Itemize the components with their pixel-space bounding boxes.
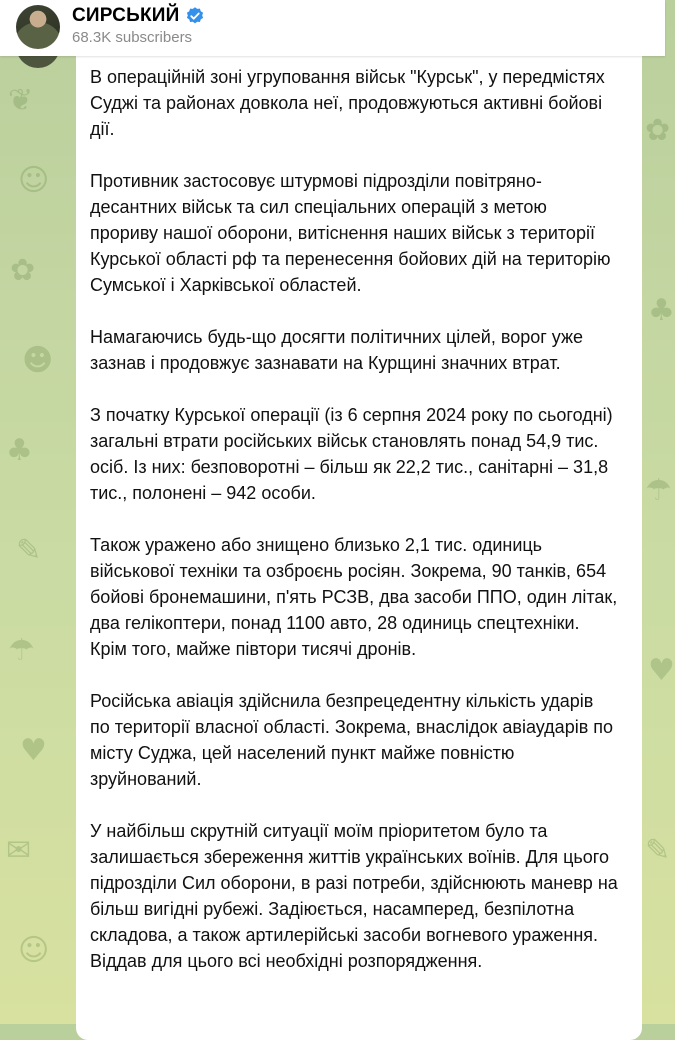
message-line: загальні втрати російських військ становлять понад 54,9 тис. [90, 431, 599, 451]
message-line: підрозділи Сил оборони, в разі потреби, здійснюють маневр на [90, 873, 618, 893]
message-line: Крім того, майже півтори тисячі дронів. [90, 639, 417, 659]
message-paragraph [90, 402, 636, 506]
message-paragraph [90, 818, 636, 974]
chat-background-pattern: ❦ ☺ ✿ ☻ ♣ ✎ ☂ ♥ ✉ ☺ ✿ ♣ ☂ ♥ ✎ [6, 83, 675, 968]
message-line: тис., полонені – 942 особи. [90, 483, 316, 503]
message-line: Намагаючись будь-що досягти політичних цілей, ворог уже [90, 327, 584, 347]
message-paragraph [90, 64, 636, 142]
message-line: Суджі та районах довкола неї, продовжуються активні бойові [90, 93, 603, 113]
message-text [90, 64, 636, 1000]
message-line: дії. [90, 119, 115, 139]
avatar[interactable] [16, 5, 60, 49]
message-line: Противник застосовує штурмові підрозділи повітряно- [90, 171, 542, 191]
message-line: прориву нашої оборони, витіснення наших військ з території [90, 223, 595, 243]
message-line: більш вигідні рубежі. Задіюється, насамперед, безпілотна [90, 899, 575, 919]
message-paragraph [90, 688, 636, 792]
message-line: У найбільш скрутній ситуації моїм пріоритетом було та [90, 821, 548, 841]
message-line: В операційній зоні угруповання військ "Курськ", у передмістях [90, 67, 605, 87]
message-line: по території власної області. Зокрема, внаслідок авіаударів по [90, 717, 614, 737]
channel-title: СИРСЬКИЙ [72, 5, 180, 26]
message-line: залишається збереження життів українських воїнів. Для цього [90, 847, 609, 867]
message-line: Також уражено або знищено близько 2,1 тис. одиниць [90, 535, 543, 555]
message-paragraph [90, 324, 636, 376]
message-line: Сумської і Харківської областей. [90, 275, 362, 295]
message-line: військової техніки та озброєнь росіян. Зокрема, 90 танків, 654 [90, 561, 607, 581]
message-line: місту Суджа, цей населений пункт майже повністю [90, 743, 515, 763]
message-paragraph [90, 168, 636, 298]
message-line: зруйнований. [90, 769, 202, 789]
message-line: складова, а також артилерійські засоби вогневого ураження. [90, 925, 599, 945]
message-line: осіб. Із них: безповоротні – більш як 22,2 тис., санітарні – 31,8 [90, 457, 609, 477]
channel-header[interactable] [0, 0, 665, 56]
message-line: бойові бронемашини, п'ять РСЗВ, два засоби ППО, один літак, [90, 587, 618, 607]
subscriber-count: 68.3K subscribers [72, 29, 193, 46]
message-line: Курської області рф та перенесення бойових дій на територію [90, 249, 611, 269]
message-paragraph [90, 532, 636, 662]
verified-badge-icon [185, 6, 205, 26]
message-line: З початку Курської операції (із 6 серпня 2024 року по сьогодні) [90, 405, 613, 425]
message-line: два гелікоптери, понад 1100 авто, 28 одиниць спецтехніки. [90, 613, 580, 633]
message-line: зазнав і продовжує зазнавати на Курщині значних втрат. [90, 353, 561, 373]
channel-title-row [72, 4, 205, 28]
message-line: десантних військ та сил спеціальних операцій з метою [90, 197, 547, 217]
message-line: Віддав для цього всі необхідні розпорядження. [90, 951, 483, 971]
message-line: Російська авіація здійснила безпрецедентну кількість ударів [90, 691, 594, 711]
